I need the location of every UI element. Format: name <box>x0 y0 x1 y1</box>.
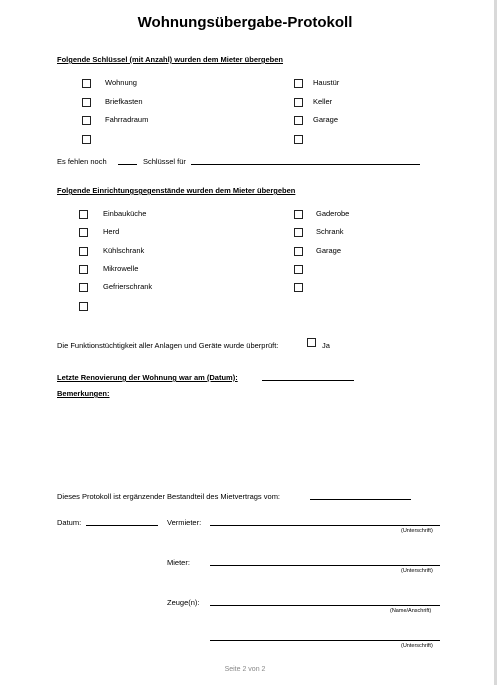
fixture-right-label: Gaderobe <box>316 209 350 218</box>
key-right-checkbox[interactable] <box>294 116 303 125</box>
key-right-label: Haustür <box>313 78 340 87</box>
fixture-left-checkbox[interactable] <box>79 228 88 237</box>
fixture-right-checkbox[interactable] <box>294 283 303 292</box>
landlord-signature-hint: (Unterschrift) <box>401 528 433 534</box>
fixture-right-checkbox[interactable] <box>294 265 303 274</box>
renovation-label: Letzte Renovierung der Wohnung war am (Datum): <box>57 373 238 382</box>
contract-text: Dieses Protokoll ist ergänzender Bestandteil des Mietvertrags vom: <box>57 492 281 501</box>
fixtures-heading: Folgende Einrichtungsgegenstände wurden dem Mieter übergeben <box>57 186 296 195</box>
fixture-left-checkbox[interactable] <box>79 283 88 292</box>
fixture-right-checkbox[interactable] <box>294 228 303 237</box>
fixture-right-label: Garage <box>316 245 342 255</box>
key-right-checkbox[interactable] <box>294 98 303 107</box>
fixture-left-label: Kühlschrank <box>103 245 145 255</box>
key-right-checkbox[interactable] <box>294 135 303 144</box>
witness-signature-hint: (Unterschrift) <box>401 643 433 649</box>
remarks-label: Bemerkungen: <box>57 389 110 398</box>
key-right-checkbox[interactable] <box>294 79 303 88</box>
witness-name-field[interactable] <box>210 605 440 606</box>
keys-heading: Folgende Schlüssel (mit Anzahl) wurden dem Mieter übergeben <box>57 55 284 64</box>
key-left-checkbox[interactable] <box>82 98 91 107</box>
page-footer: Seite 2 von 2 <box>224 666 266 673</box>
fixture-left-checkbox[interactable] <box>79 247 88 256</box>
fixture-left-label: Einbauküche <box>103 209 147 218</box>
remarks-area[interactable] <box>57 402 437 482</box>
renovation-date-field[interactable] <box>262 380 354 381</box>
witness-name-hint: (Name/Anschrift) <box>390 608 432 614</box>
landlord-label: Vermieter: <box>167 518 202 527</box>
missing-keys-mid: Schlüssel für <box>143 157 186 166</box>
function-check-checkbox[interactable] <box>307 338 316 347</box>
tenant-label: Mieter: <box>167 558 190 567</box>
tenant-signature-field[interactable] <box>210 565 440 566</box>
function-check-yes-label: Ja <box>322 341 330 350</box>
fixture-left-label: Herd <box>103 227 120 237</box>
fixture-left-checkbox[interactable] <box>79 302 88 311</box>
fixture-right-label: Schrank <box>316 227 344 237</box>
date-label: Datum: <box>57 518 82 527</box>
key-left-checkbox[interactable] <box>82 79 91 88</box>
witness-label: Zeuge(n): <box>167 598 200 607</box>
key-right-label: Keller <box>313 96 333 106</box>
fixture-left-checkbox[interactable] <box>79 265 88 274</box>
tenant-signature-hint: (Unterschrift) <box>401 568 433 574</box>
key-left-checkbox[interactable] <box>82 135 91 144</box>
missing-keys-prefix: Es fehlen noch <box>57 157 107 166</box>
key-left-label: Fahrradraum <box>105 115 149 124</box>
function-check-text: Die Funktionstüchtigkeit aller Anlagen und Geräte wurde überprüft: <box>57 341 279 350</box>
missing-keys-for-field[interactable] <box>191 164 420 165</box>
fixture-right-checkbox[interactable] <box>294 210 303 219</box>
missing-keys-count-field[interactable] <box>118 164 137 165</box>
key-right-label: Garage <box>313 115 339 124</box>
fixture-left-label: Gefrierschrank <box>103 282 153 292</box>
key-left-label: Briefkasten <box>105 96 143 106</box>
key-left-checkbox[interactable] <box>82 116 91 125</box>
fixture-right-checkbox[interactable] <box>294 247 303 256</box>
landlord-signature-field[interactable] <box>210 525 440 526</box>
contract-date-field[interactable] <box>310 499 411 500</box>
witness-signature-field[interactable] <box>210 640 440 641</box>
fixture-left-label: Mikrowelle <box>103 263 139 273</box>
fixture-left-checkbox[interactable] <box>79 210 88 219</box>
page-title: Wohnungsübergabe-Protokoll <box>137 14 353 31</box>
key-left-label: Wohnung <box>105 78 137 87</box>
date-field[interactable] <box>86 525 158 526</box>
